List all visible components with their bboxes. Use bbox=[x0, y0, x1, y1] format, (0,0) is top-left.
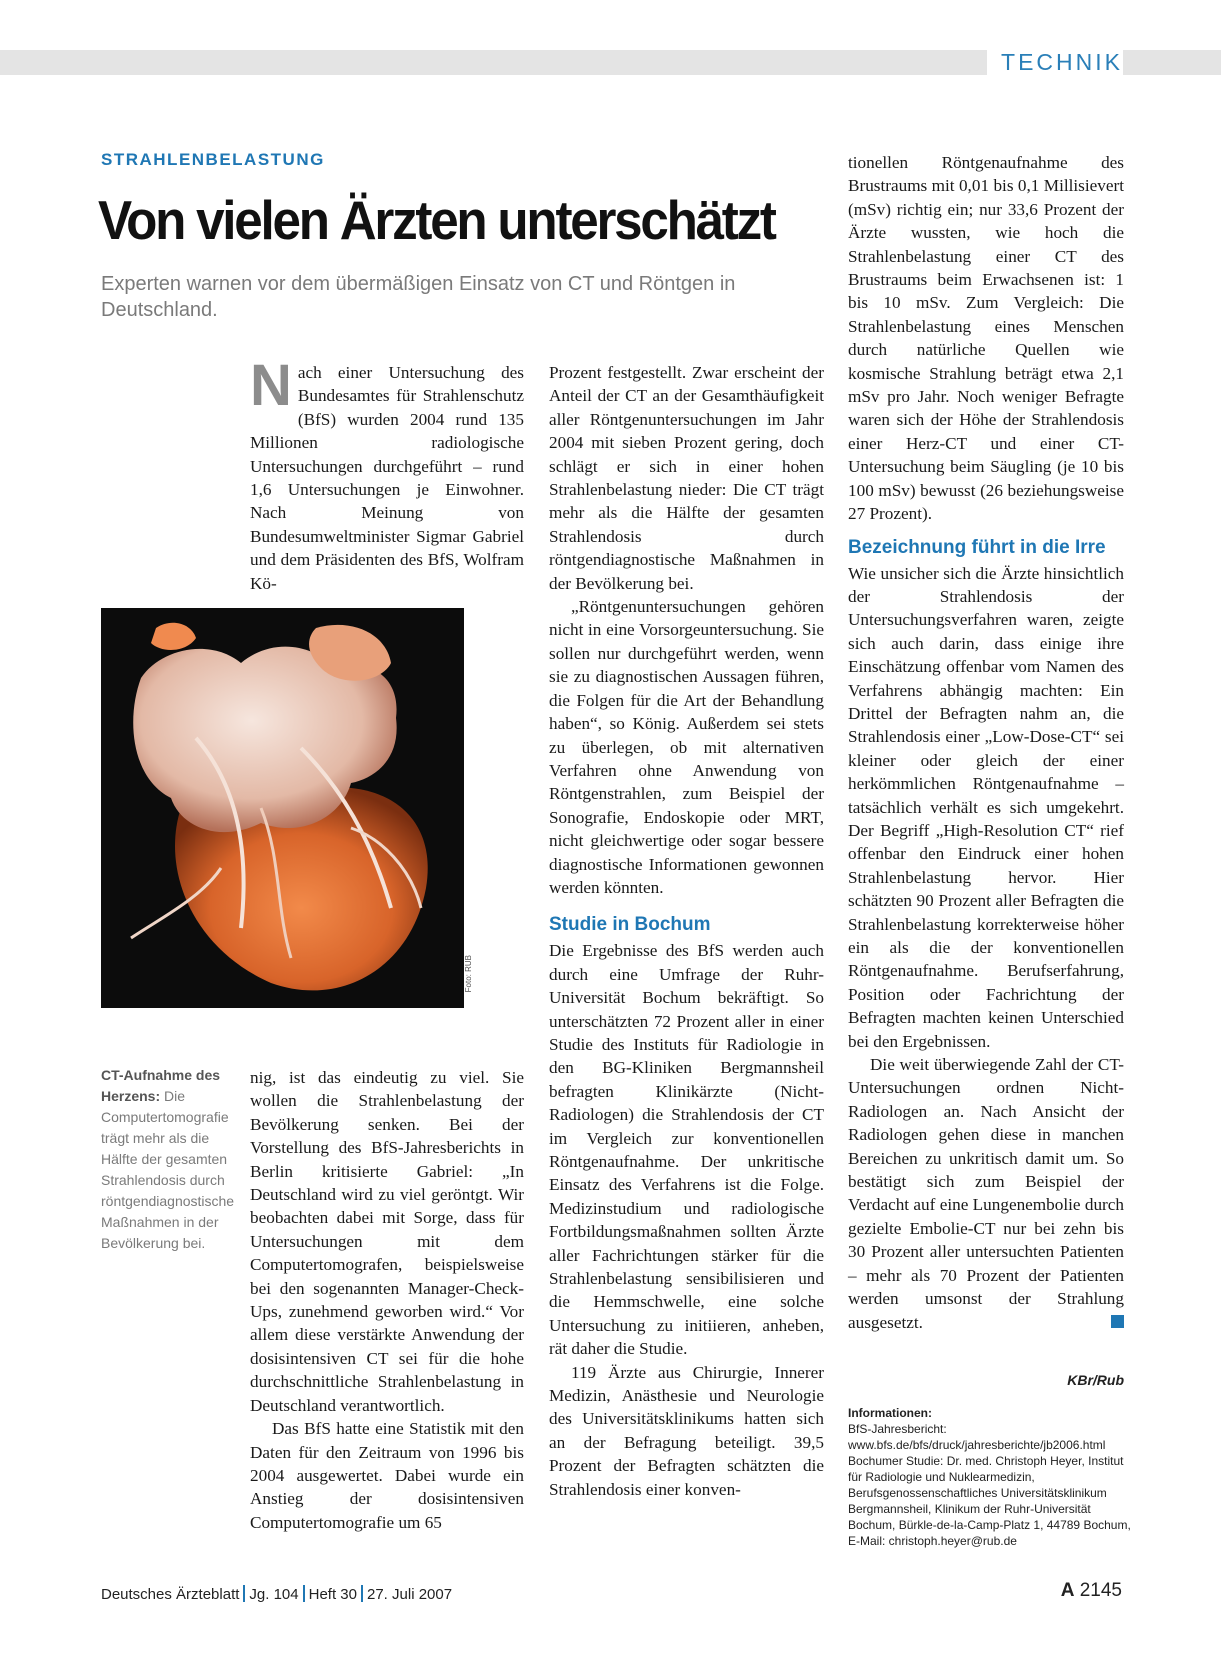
end-mark-icon bbox=[1111, 1315, 1124, 1328]
article-title: Von vielen Ärzten unterschätzt bbox=[98, 189, 775, 251]
separator bbox=[361, 1585, 363, 1602]
caption-heading: CT-Aufnahme des Herzens: bbox=[101, 1067, 221, 1104]
paragraph: Prozent festgestellt. Zwar erscheint der Anteil der CT an der Gesamthäufigkeit aller Röntgenuntersuchungen im Jahr 2004 mit sieben Prozent gering, doch schlägt er sich in einer hohen Strahlenbelastung nieder: Die CT trägt mehr als die Hälfte der gesamten Strahlendosis durch röntgendiagnostische Maßnahmen in der Bevölkerung bei. bbox=[549, 363, 824, 593]
intro-paragraph: ach einer Untersuchung des Bundesamtes für Strahlenschutz (BfS) wurden 2004 rund 135 Millionen radiologische Untersuchungen durchgeführt – rund 1,6 Untersuchungen je Einwohner. Nach Meinung von Bundesumweltminister Sigmar Gabriel und dem Präsidenten des BfS, Wolfram Kö- bbox=[250, 363, 524, 593]
author-credit: KBr/Rub bbox=[1067, 1372, 1124, 1388]
final-text: Die weit überwiegende Zahl der CT-Untersuchungen ordnen Nicht-Radiologen an. Nach Ansicht der Radiologen gehen diese in manchen Bereichen zu unkritisch damit um. So bestätigt sich zum Beispiel der Verdacht auf eine Lungenembolie durch gezielte Embolie-CT nur bei zehn bis 30 Prozent aller untersuchten Patienten – mehr als 70 Prozent der Patienten werden umsonst der Strahlung ausgesetzt. bbox=[848, 1055, 1124, 1332]
separator bbox=[243, 1585, 245, 1602]
issue-date: 27. Juli 2007 bbox=[367, 1586, 453, 1603]
paragraph: „Röntgenuntersuchungen gehören nicht in eine Vorsorgeuntersuchung. Sie sollen nur durchgeführt werden, wenn sie zu diagnostischen Aussagen führen, die Folgen für die Art der Behandlung haben“, so König. Außerdem sei stets zu überlegen, ob mit alternativen Verfahren ohne Anwendung von Röntgenstrahlen, zum Beispiel der Sonografie, Endoskopie oder MRT, nicht gleichwertige oder sogar bessere diagnostische Informationen gewonnen werden könnten. bbox=[549, 597, 824, 897]
info-heading: Informationen: bbox=[848, 1406, 932, 1420]
paragraph: 119 Ärzte aus Chirurgie, Innerer Medizin, Anästhesie und Neurologie des Universitätsklinikums hatten sich an der Befragung beteiligt. 39,5 Prozent der Befragten schätzten die Strahlendosis einer konven- bbox=[549, 1362, 824, 1499]
paragraph: tionellen Röntgenaufnahme des Brustraums mit 0,01 bis 0,1 Millisievert (mSv) richtig ein; nur 33,6 Prozent der Ärzte wussten, wie hoch die Strahlenbelastung einer CT des Brustraums beim Erwachsenen ist: 1 bis 10 mSv. Zum Vergleich: Die Strahlenbelastung eines Menschen durch natürliche Quellen wie kosmische Strahlung beträgt etwa 2,1 mSv pro Jahr. Noch weniger Befragte waren sich der Höhe der Strahlendosis einer Herz-CT und einer CT-Untersuchung beim Säugling (je 10 bis 100 mSv) bewusst (26 beziehungsweise 27 Prozent). bbox=[848, 153, 1124, 524]
info-box bbox=[848, 1405, 1138, 1549]
volume: Jg. 104 bbox=[249, 1586, 299, 1603]
article-kicker: STRAHLENBELASTUNG bbox=[101, 150, 325, 169]
ct-heart-photo bbox=[101, 608, 464, 1008]
column-2 bbox=[549, 361, 824, 1501]
subheading-bochum: Studie in Bochum bbox=[549, 914, 711, 936]
figure-caption bbox=[101, 1065, 235, 1254]
column-3 bbox=[848, 151, 1124, 1334]
journal-name: Deutsches Ärzteblatt bbox=[101, 1586, 240, 1603]
column-1-bottom bbox=[250, 1066, 524, 1534]
article-subtitle: Experten warnen vor dem übermäßigen Einsatz von CT und Röntgen in Deutschland. bbox=[101, 273, 736, 321]
issue: Heft 30 bbox=[308, 1586, 357, 1603]
paragraph: nig, ist das eindeutig zu viel. Sie wollen die Strahlenbelastung der Bevölkerung senken. Bei der Vorstellung des BfS-Jahresberichts in Berlin kritisierte Gabriel: „In Deutschland wird zu viel geröntgt. Wir beobachten dabei mit Sorge, dass für Untersuchungen mit dem Computertomografen, beispielsweise bei den sogenannten Manager-Check-Ups, zunehmend geworben wird.“ Vor allem diese verstärkte Anwendung der dosisintensiven CT sei für die hohe durchschnittliche Strahlenbelastung in Deutschland verantwortlich. bbox=[250, 1068, 524, 1415]
page-number bbox=[1061, 1580, 1122, 1602]
drop-cap: N bbox=[250, 353, 292, 418]
page-value: 2145 bbox=[1079, 1580, 1122, 1601]
paragraph: Die Ergebnisse des BfS werden auch durch eine Umfrage der Ruhr-Universität Bochum bekräftigt. So unterschätzten 72 Prozent aller in einer Studie des Instituts für Radiologie in den BG-Kliniken Bergmannsheil befragten Klinikärzte (Nicht-Radiologen) die Strahlendosis der CT im Vergleich zur konventionellen Röntgenaufnahme. Der unkritische Einsatz des Verfahrens ist die Folge. Medizinstudium und radiologische Fortbildungsmaßnahmen sollten Ärzte aller Fachrichtungen stärker für die Strahlenbelastung sensibilisieren und die Hemmschwelle, eine solche Untersuchung zu initiieren, anheben, rät daher die Studie. bbox=[549, 941, 824, 1359]
section-label: TECHNIK bbox=[987, 48, 1123, 76]
photo-credit: Foto: RUB bbox=[464, 955, 473, 993]
footer bbox=[101, 1585, 452, 1603]
info-line-bfs: BfS-Jahresbericht: www.bfs.de/bfs/druck/jahresberichte/jb2006.html bbox=[848, 1422, 1106, 1452]
paragraph: Wie unsicher sich die Ärzte hinsichtlich der Strahlendosis der Untersuchungsverfahren waren, zeigte sich auch darin, dass einige ihre Einschätzung offenbar vom Namen des Verfahrens abhängig machten: Ein Drittel der Befragten nahm an, die Strahlendosis einer „Low-Dose-CT“ sei kleiner oder gleich der einer herkömmlichen Röntgenaufnahme – tatsächlich verhält es sich umgekehrt. Der Begriff „High-Resolution CT“ rief offenbar den Eindruck einer hohen Strahlenbelastung hervor. Hier schätzten 90 Prozent aller Befragten die Strahlenbelastung korrekterweise höher ein als die der konventionellen Röntgenaufnahme. Berufserfahrung, Position oder Fachrichtung der Befragten machten keinen Unterschied bei den Ergebnissen. bbox=[848, 563, 1124, 1051]
info-line-study: Bochumer Studie: Dr. med. Christoph Heyer, Institut für Radiologie und Nuklearmedizin, Berufsgenossenschaftliches Universitätsklinikum Bergmannsheil, Klinikum der Ruhr-Universität Bochum, Bürkle-de-la-Camp-Platz 1, 44789 Bochum, E-Mail: christoph.heyer@rub.de bbox=[848, 1454, 1131, 1548]
page-prefix: A bbox=[1060, 1580, 1075, 1601]
paragraph: Das BfS hatte eine Statistik mit den Daten für den Zeitraum von 1996 bis 2004 ausgewertet. Dabei wurde ein Anstieg der dosisintensiven Computertomografie um 65 bbox=[250, 1419, 524, 1532]
subheading-irre: Bezeichnung führt in die Irre bbox=[848, 536, 1106, 558]
caption-text: Die Computertomografie trägt mehr als die Hälfte der gesamten Strahlendosis durch röntgendiagnostische Maßnahmen in der Bevölkerung bei. bbox=[101, 1088, 235, 1251]
paragraph-final bbox=[848, 1053, 1124, 1334]
heart-image bbox=[101, 608, 464, 1008]
column-1-top bbox=[250, 353, 524, 595]
separator bbox=[303, 1585, 305, 1602]
